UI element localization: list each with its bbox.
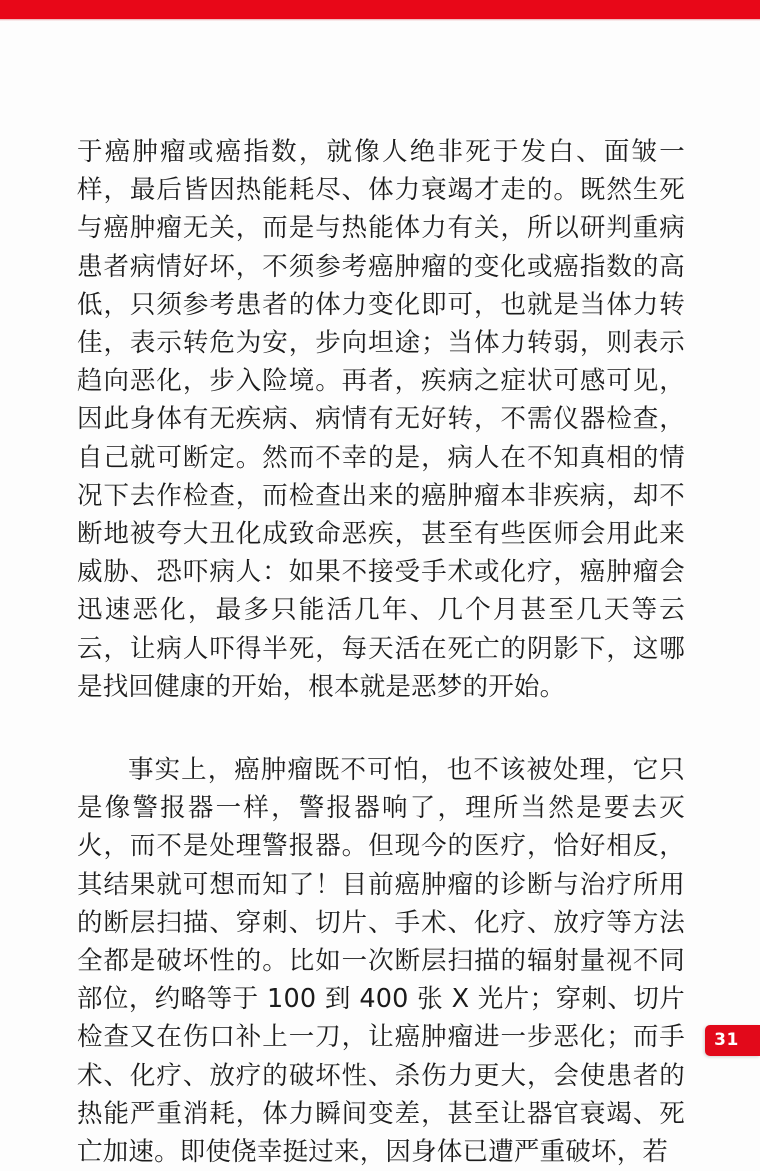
page-body-text [77, 133, 685, 1171]
body-paragraph-1: 于癌肿瘤或癌指数，就像人绝非死于发白、面皱一样，最后皆因热能耗尽、体力衰竭才走的。既然生死与癌肿瘤无关，而是与热能体力有关，所以研判重病患者病情好坏，不须参考癌肿瘤的变化或癌指数的高低，只须参考患者的体力变化即可，也就是当体力转佳，表示转危为安，步向坦途；当体力转弱，则表示趋向恶化，步入险境。再者，疾病之症状可感可见，因此身体有无疾病、病情有无好转，不需仪器检查，自己就可断定。然而不幸的是，病人在不知真相的情况下去作检查，而检查出来的癌肿瘤本非疾病，却不断地被夸大丑化成致命恶疾，甚至有些医师会用此来威胁、恐吓病人：如果不接受手术或化疗，癌肿瘤会迅速恶化，最多只能活几年、几个月甚至几天等云云，让病人吓得半死，每天活在死亡的阴影下，这哪是找回健康的开始，根本就是恶梦的开始。 [77, 137, 685, 702]
page-number-badge [705, 1025, 760, 1056]
body-paragraph-2: 事实上，癌肿瘤既不可怕，也不该被处理，它只是像警报器一样，警报器响了，理所当然是要去灭火，而不是处理警报器。但现今的医疗，恰好相反，其结果就可想而知了！目前癌肿瘤的诊断与治疗所用的断层扫描、穿刺、切片、手术、化疗、放疗等方法全都是破坏性的。比如一次断层扫描的辐射量视不同部位，约略等于 100 到 400 张 X 光片；穿刺、切片检查又在伤口补上一刀，让癌肿瘤进一步恶化；而手术、化疗、放疗的破坏性、杀伤力更大，会使患者的热能严重消耗，体力瞬间变差，甚至让器官衰竭、死亡加速。即使侥幸挺过来，因身体已遭严重破坏，若 [77, 755, 685, 1168]
page-number-label: 31 [714, 1030, 739, 1050]
top-banner-shadow [0, 19, 760, 21]
top-red-banner [0, 0, 760, 19]
